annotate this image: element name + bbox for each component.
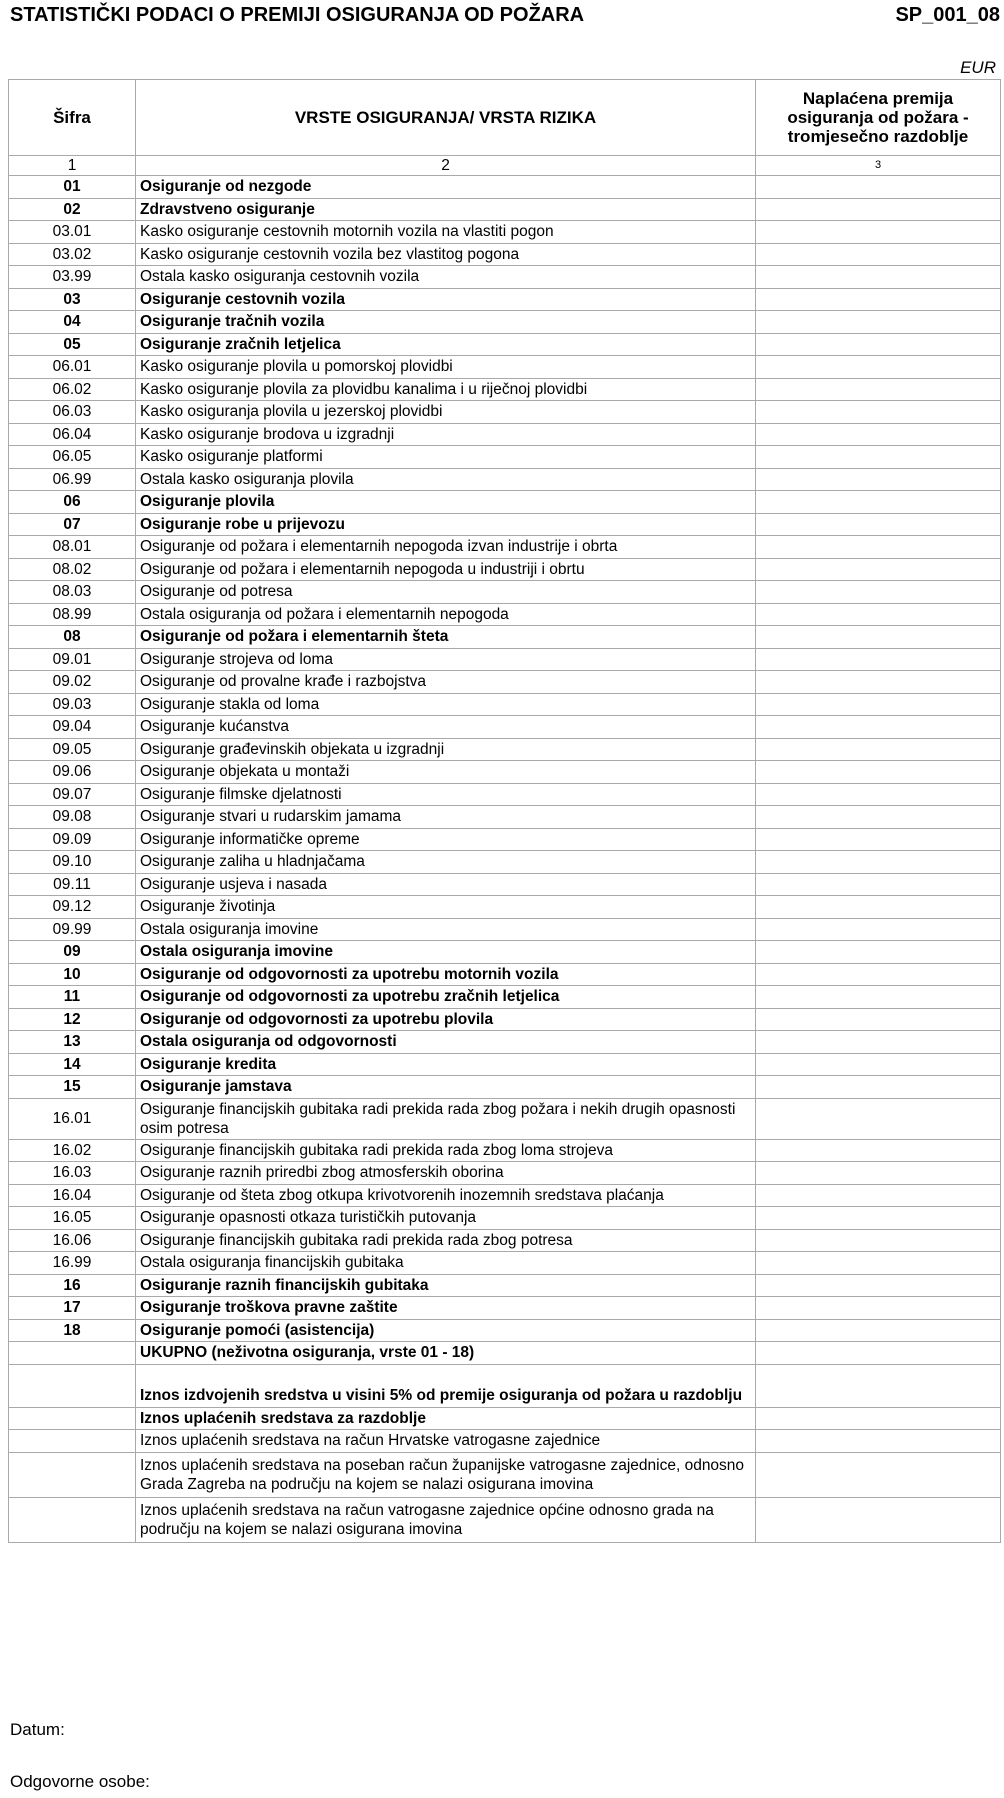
table-row	[9, 896, 1001, 919]
row-premium-amount-input[interactable]	[756, 1274, 1001, 1297]
row-sifra: 09.02	[9, 671, 136, 694]
col-number-1: 1	[9, 156, 136, 176]
row-insurance-type: Osiguranje raznih priredbi zbog atmosferskih oborina	[136, 1162, 756, 1185]
table-row	[9, 468, 1001, 491]
summary-label-opcine: Iznos uplaćenih sredstava na račun vatrogasne zajednice općine odnosno grada na području na kojem se nalazi osigurana imovina	[136, 1497, 756, 1542]
table-row	[9, 918, 1001, 941]
table-row	[9, 378, 1001, 401]
row-sifra: 09.09	[9, 828, 136, 851]
row-insurance-type: Osiguranje usjeva i nasada	[136, 873, 756, 896]
table-row	[9, 963, 1001, 986]
row-premium-amount-input[interactable]	[756, 1008, 1001, 1031]
row-insurance-type: Ostala kasko osiguranja cestovnih vozila	[136, 266, 756, 289]
row-sifra: 16.01	[9, 1098, 136, 1139]
row-premium-amount-input[interactable]	[756, 311, 1001, 334]
row-sifra: 18	[9, 1319, 136, 1342]
row-insurance-type: Kasko osiguranje plovila za plovidbu kanalima i u riječnoj plovidbi	[136, 378, 756, 401]
table-row	[9, 1229, 1001, 1252]
table-row	[9, 806, 1001, 829]
row-insurance-type: Kasko osiguranja plovila u jezerskoj plovidbi	[136, 401, 756, 424]
row-sifra: 09.08	[9, 806, 136, 829]
table-row	[9, 1252, 1001, 1275]
table-row	[9, 221, 1001, 244]
row-premium-amount-input[interactable]	[756, 986, 1001, 1009]
row-insurance-type: Osiguranje kredita	[136, 1053, 756, 1076]
row-insurance-type: Osiguranje od šteta zbog otkupa krivotvorenih inozemnih sredstava plaćanja	[136, 1184, 756, 1207]
row-premium-amount-input[interactable]	[756, 1053, 1001, 1076]
row-sifra: 07	[9, 513, 136, 536]
row-insurance-type: Ostala osiguranja imovine	[136, 918, 756, 941]
table-row	[9, 828, 1001, 851]
row-sifra: 16.05	[9, 1207, 136, 1230]
table-row	[9, 491, 1001, 514]
row-premium-amount-input[interactable]	[756, 536, 1001, 559]
row-sifra: 09.99	[9, 918, 136, 941]
col-number-3: 3	[756, 156, 1001, 176]
row-sifra: 16.06	[9, 1229, 136, 1252]
summary-label-izdvojenih: Iznos izdvojenih sredstva u visini 5% od premije osiguranja od požara u razdoblju	[136, 1364, 756, 1407]
row-premium-amount-input[interactable]	[756, 491, 1001, 514]
table-header-row	[9, 80, 1001, 156]
row-premium-amount-input[interactable]	[756, 1319, 1001, 1342]
summary-label-hvz: Iznos uplaćenih sredstava na račun Hrvatske vatrogasne zajednice	[136, 1430, 756, 1453]
row-insurance-type: Osiguranje od odgovornosti za upotrebu zračnih letjelica	[136, 986, 756, 1009]
table-row	[9, 738, 1001, 761]
row-premium-amount-input[interactable]	[756, 963, 1001, 986]
row-insurance-type: Osiguranje zračnih letjelica	[136, 333, 756, 356]
row-sifra: 09.04	[9, 716, 136, 739]
row-premium-amount-input[interactable]	[756, 401, 1001, 424]
row-sifra: 15	[9, 1076, 136, 1099]
table-row	[9, 851, 1001, 874]
row-insurance-type: Osiguranje od požara i elementarnih nepogoda u industriji i obrtu	[136, 558, 756, 581]
row-insurance-type: Osiguranje financijskih gubitaka radi prekida rada zbog potresa	[136, 1229, 756, 1252]
row-insurance-type: Kasko osiguranje cestovnih vozila bez vlastitog pogona	[136, 243, 756, 266]
row-insurance-type: Ostala osiguranja od požara i elementarnih nepogoda	[136, 603, 756, 626]
row-sifra: 09.07	[9, 783, 136, 806]
date-label: Datum:	[10, 1720, 65, 1739]
row-sifra: 05	[9, 333, 136, 356]
row-insurance-type: Osiguranje strojeva od loma	[136, 648, 756, 671]
table-row	[9, 356, 1001, 379]
row-premium-amount-input[interactable]	[756, 918, 1001, 941]
row-sifra: 12	[9, 1008, 136, 1031]
row-insurance-type: Ostala kasko osiguranja plovila	[136, 468, 756, 491]
summary-row-izdvojenih	[9, 1364, 1001, 1407]
table-row	[9, 446, 1001, 469]
row-premium-amount-input[interactable]	[756, 243, 1001, 266]
table-row	[9, 423, 1001, 446]
row-insurance-type: Osiguranje od nezgode	[136, 176, 756, 199]
summary-row-opcine	[9, 1497, 1001, 1542]
row-insurance-type: Kasko osiguranje plovila u pomorskoj plovidbi	[136, 356, 756, 379]
col-number-2: 2	[136, 156, 756, 176]
row-premium-amount-input[interactable]	[756, 941, 1001, 964]
row-sifra: 03	[9, 288, 136, 311]
row-premium-amount-input[interactable]	[756, 333, 1001, 356]
table-row	[9, 693, 1001, 716]
row-premium-amount-input[interactable]	[756, 513, 1001, 536]
row-sifra: 17	[9, 1297, 136, 1320]
row-sifra: 06.05	[9, 446, 136, 469]
responsible-persons-label: Odgovorne osobe:	[10, 1772, 150, 1791]
table-row	[9, 1098, 1001, 1139]
col-header-sifra: Šifra	[9, 80, 136, 156]
premium-table	[8, 79, 1001, 1543]
table-row	[9, 1297, 1001, 1320]
form-code: SP_001_08	[895, 4, 1000, 26]
row-premium-amount-input[interactable]	[756, 761, 1001, 784]
row-premium-amount-input[interactable]	[756, 828, 1001, 851]
row-sifra: 09	[9, 941, 136, 964]
table-row	[9, 536, 1001, 559]
table-row	[9, 266, 1001, 289]
row-sifra: 06.01	[9, 356, 136, 379]
row-premium-amount-input[interactable]	[756, 1184, 1001, 1207]
table-row	[9, 941, 1001, 964]
row-premium-amount-input[interactable]	[756, 198, 1001, 221]
table-row	[9, 1008, 1001, 1031]
row-premium-amount-input[interactable]	[756, 671, 1001, 694]
row-insurance-type: Osiguranje objekata u montaži	[136, 761, 756, 784]
row-premium-amount-input[interactable]	[756, 648, 1001, 671]
row-sifra: 04	[9, 311, 136, 334]
row-premium-amount-input[interactable]	[756, 896, 1001, 919]
row-sifra: 01	[9, 176, 136, 199]
row-sifra: 09.12	[9, 896, 136, 919]
row-insurance-type: Ostala osiguranja imovine	[136, 941, 756, 964]
row-sifra: 09.06	[9, 761, 136, 784]
row-sifra: 08.01	[9, 536, 136, 559]
row-sifra: 03.01	[9, 221, 136, 244]
amount-input-opcine[interactable]	[756, 1497, 1001, 1542]
row-insurance-type: Osiguranje jamstava	[136, 1076, 756, 1099]
row-premium-amount-input[interactable]	[756, 423, 1001, 446]
row-insurance-type: Ostala osiguranja financijskih gubitaka	[136, 1252, 756, 1275]
row-premium-amount-input[interactable]	[756, 783, 1001, 806]
table-row	[9, 198, 1001, 221]
row-sifra: 03.99	[9, 266, 136, 289]
row-premium-amount-input[interactable]	[756, 738, 1001, 761]
table-row	[9, 243, 1001, 266]
table-row	[9, 1053, 1001, 1076]
row-sifra: 09.11	[9, 873, 136, 896]
row-insurance-type: Osiguranje raznih financijskih gubitaka	[136, 1274, 756, 1297]
row-premium-amount-input[interactable]	[756, 176, 1001, 199]
row-premium-amount-input[interactable]	[756, 581, 1001, 604]
table-row	[9, 603, 1001, 626]
row-insurance-type: Zdravstveno osiguranje	[136, 198, 756, 221]
table-row	[9, 761, 1001, 784]
summary-sifra-cell	[9, 1407, 136, 1430]
amount-input-zupanijske[interactable]	[756, 1452, 1001, 1497]
summary-label-zupanijske: Iznos uplaćenih sredstava na poseban račun županijske vatrogasne zajednice, odnosno Grada Zagreba na području na kojem se nalazi osigurana imovina	[136, 1452, 756, 1497]
row-insurance-type: Osiguranje od provalne krađe i razbojstva	[136, 671, 756, 694]
row-premium-amount-input[interactable]	[756, 873, 1001, 896]
table-row	[9, 176, 1001, 199]
row-sifra: 13	[9, 1031, 136, 1054]
row-insurance-type: Osiguranje financijskih gubitaka radi prekida rada zbog požara i nekih drugih opasnosti osim potresa	[136, 1098, 756, 1139]
table-row	[9, 1139, 1001, 1162]
row-sifra: 16.03	[9, 1162, 136, 1185]
col-header-vrste: VRSTE OSIGURANJA/ VRSTA RIZIKA	[136, 80, 756, 156]
row-sifra: 09.05	[9, 738, 136, 761]
table-row	[9, 558, 1001, 581]
summary-sifra-cell	[9, 1364, 136, 1407]
table-row	[9, 1031, 1001, 1054]
summary-row-uplacenih	[9, 1407, 1001, 1430]
row-premium-amount-input[interactable]	[756, 266, 1001, 289]
row-insurance-type: Kasko osiguranje platformi	[136, 446, 756, 469]
row-insurance-type: Osiguranje od odgovornosti za upotrebu plovila	[136, 1008, 756, 1031]
row-insurance-type: Osiguranje od odgovornosti za upotrebu motornih vozila	[136, 963, 756, 986]
row-sifra: 06	[9, 491, 136, 514]
row-insurance-type: Osiguranje cestovnih vozila	[136, 288, 756, 311]
row-insurance-type: Osiguranje plovila	[136, 491, 756, 514]
row-premium-amount-input[interactable]	[756, 1229, 1001, 1252]
row-sifra: 14	[9, 1053, 136, 1076]
row-insurance-type: Osiguranje od požara i elementarnih šteta	[136, 626, 756, 649]
row-sifra: 08.02	[9, 558, 136, 581]
table-row	[9, 401, 1001, 424]
row-sifra: 03.02	[9, 243, 136, 266]
table-row	[9, 1076, 1001, 1099]
table-body	[9, 176, 1001, 1342]
row-premium-amount-input[interactable]	[756, 221, 1001, 244]
row-premium-amount-input[interactable]	[756, 468, 1001, 491]
row-sifra: 11	[9, 986, 136, 1009]
row-insurance-type: Osiguranje robe u prijevozu	[136, 513, 756, 536]
summary-row-hvz	[9, 1430, 1001, 1453]
row-insurance-type: Osiguranje filmske djelatnosti	[136, 783, 756, 806]
row-premium-amount-input[interactable]	[756, 1207, 1001, 1230]
summary-row-zupanijske	[9, 1452, 1001, 1497]
summary-section	[9, 1342, 1001, 1543]
summary-label-uplacenih: Iznos uplaćenih sredstava za razdoblje	[136, 1407, 756, 1430]
row-premium-amount-input[interactable]	[756, 288, 1001, 311]
row-insurance-type: Osiguranje stakla od loma	[136, 693, 756, 716]
row-sifra: 09.01	[9, 648, 136, 671]
row-insurance-type: Osiguranje životinja	[136, 896, 756, 919]
row-sifra: 06.99	[9, 468, 136, 491]
row-premium-amount-input[interactable]	[756, 446, 1001, 469]
row-sifra: 06.04	[9, 423, 136, 446]
row-premium-amount-input[interactable]	[756, 558, 1001, 581]
row-insurance-type: Osiguranje stvari u rudarskim jamama	[136, 806, 756, 829]
row-premium-amount-input[interactable]	[756, 1031, 1001, 1054]
amount-input-ukupno[interactable]	[756, 1342, 1001, 1365]
amount-input-izdvojenih[interactable]	[756, 1364, 1001, 1407]
row-premium-amount-input[interactable]	[756, 356, 1001, 379]
table-row	[9, 783, 1001, 806]
row-insurance-type: Osiguranje zaliha u hladnjačama	[136, 851, 756, 874]
column-number-row	[9, 156, 1001, 176]
summary-row-ukupno	[9, 1342, 1001, 1365]
table-row	[9, 311, 1001, 334]
row-insurance-type: Osiguranje od potresa	[136, 581, 756, 604]
summary-sifra-cell	[9, 1497, 136, 1542]
row-sifra: 10	[9, 963, 136, 986]
table-row	[9, 1184, 1001, 1207]
row-premium-amount-input[interactable]	[756, 1252, 1001, 1275]
row-premium-amount-input[interactable]	[756, 378, 1001, 401]
col-header-premija: Naplaćena premija osiguranja od požara - tromjesečno razdoblje	[756, 80, 1001, 156]
row-insurance-type: Osiguranje od požara i elementarnih nepogoda izvan industrije i obrta	[136, 536, 756, 559]
row-premium-amount-input[interactable]	[756, 806, 1001, 829]
currency-label: EUR	[960, 58, 996, 77]
row-sifra: 16.02	[9, 1139, 136, 1162]
row-insurance-type: Osiguranje tračnih vozila	[136, 311, 756, 334]
row-insurance-type: Kasko osiguranje cestovnih motornih vozila na vlastiti pogon	[136, 221, 756, 244]
table-row	[9, 288, 1001, 311]
row-sifra: 16	[9, 1274, 136, 1297]
summary-label-ukupno: UKUPNO (neživotna osiguranja, vrste 01 - 18)	[136, 1342, 756, 1365]
row-sifra: 02	[9, 198, 136, 221]
summary-sifra-cell	[9, 1342, 136, 1365]
row-premium-amount-input[interactable]	[756, 603, 1001, 626]
row-premium-amount-input[interactable]	[756, 1139, 1001, 1162]
table-row	[9, 1274, 1001, 1297]
row-insurance-type: Osiguranje građevinskih objekata u izgradnji	[136, 738, 756, 761]
row-sifra: 16.04	[9, 1184, 136, 1207]
table-row	[9, 671, 1001, 694]
table-row	[9, 716, 1001, 739]
summary-sifra-cell	[9, 1452, 136, 1497]
table-row	[9, 873, 1001, 896]
row-insurance-type: Osiguranje informatičke opreme	[136, 828, 756, 851]
row-insurance-type: Osiguranje troškova pravne zaštite	[136, 1297, 756, 1320]
table-row	[9, 1319, 1001, 1342]
table-row	[9, 333, 1001, 356]
table-row	[9, 626, 1001, 649]
row-insurance-type: Osiguranje kućanstva	[136, 716, 756, 739]
row-insurance-type: Osiguranje pomoći (asistencija)	[136, 1319, 756, 1342]
row-sifra: 08	[9, 626, 136, 649]
table-row	[9, 581, 1001, 604]
form-title: STATISTIČKI PODACI O PREMIJI OSIGURANJA OD POŽARA	[10, 4, 585, 26]
row-insurance-type: Osiguranje opasnosti otkaza turističkih putovanja	[136, 1207, 756, 1230]
table-row	[9, 1162, 1001, 1185]
row-sifra: 16.99	[9, 1252, 136, 1275]
row-premium-amount-input[interactable]	[756, 1076, 1001, 1099]
summary-sifra-cell	[9, 1430, 136, 1453]
row-sifra: 09.03	[9, 693, 136, 716]
amount-input-uplacenih[interactable]	[756, 1407, 1001, 1430]
row-premium-amount-input[interactable]	[756, 851, 1001, 874]
table-row	[9, 1207, 1001, 1230]
row-premium-amount-input[interactable]	[756, 1098, 1001, 1139]
row-premium-amount-input[interactable]	[756, 693, 1001, 716]
row-insurance-type: Kasko osiguranje brodova u izgradnji	[136, 423, 756, 446]
row-premium-amount-input[interactable]	[756, 626, 1001, 649]
row-sifra: 09.10	[9, 851, 136, 874]
row-insurance-type: Osiguranje financijskih gubitaka radi prekida rada zbog loma strojeva	[136, 1139, 756, 1162]
row-sifra: 08.99	[9, 603, 136, 626]
row-premium-amount-input[interactable]	[756, 1297, 1001, 1320]
row-sifra: 08.03	[9, 581, 136, 604]
table-row	[9, 648, 1001, 671]
row-premium-amount-input[interactable]	[756, 1162, 1001, 1185]
row-premium-amount-input[interactable]	[756, 716, 1001, 739]
row-insurance-type: Ostala osiguranja od odgovornosti	[136, 1031, 756, 1054]
amount-input-hvz[interactable]	[756, 1430, 1001, 1453]
table-row	[9, 986, 1001, 1009]
row-sifra: 06.02	[9, 378, 136, 401]
table-row	[9, 513, 1001, 536]
row-sifra: 06.03	[9, 401, 136, 424]
